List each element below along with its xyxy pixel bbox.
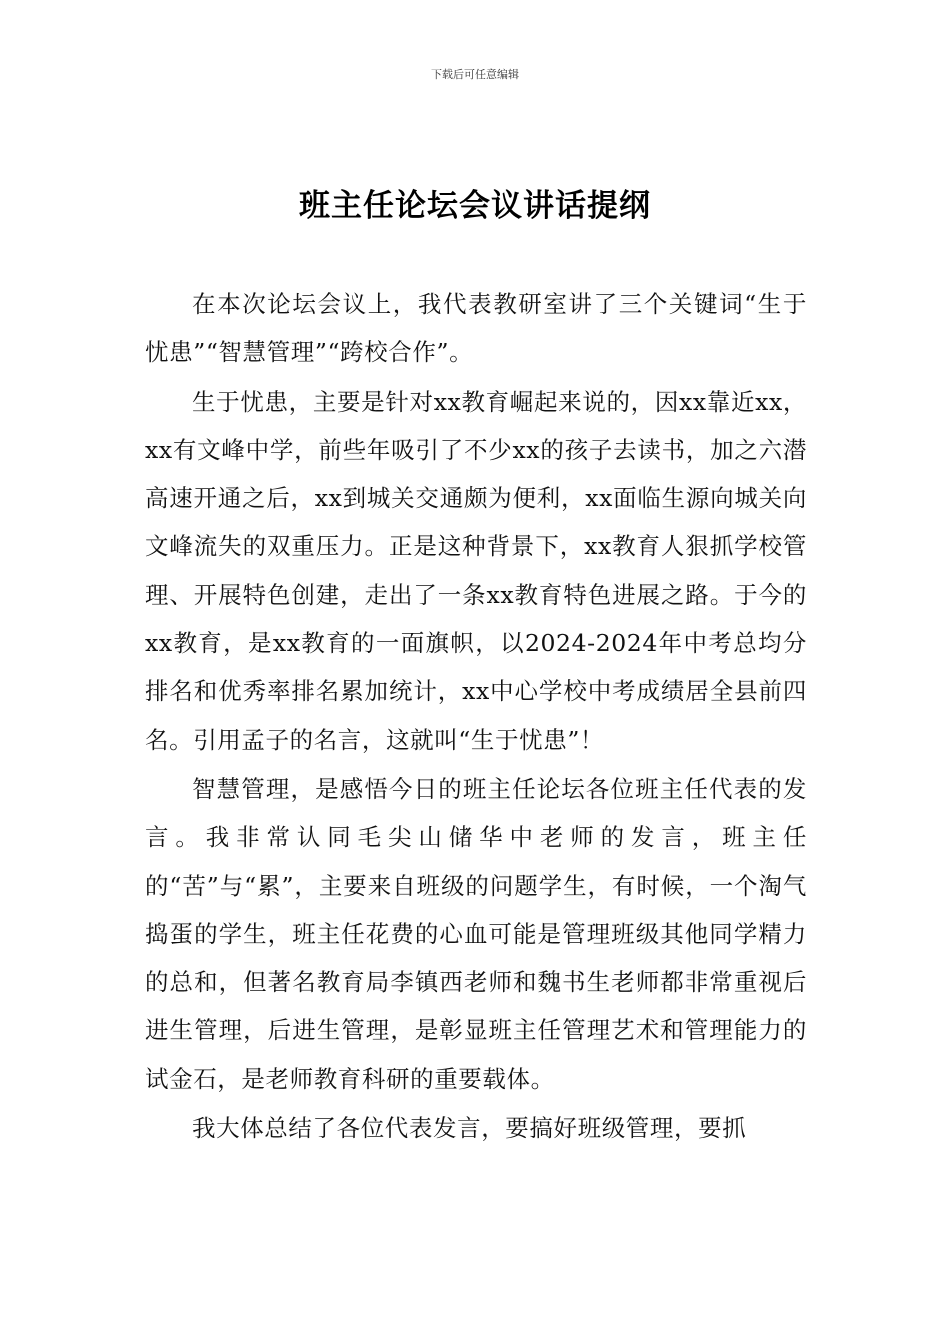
document-title: 班主任论坛会议讲话提纲 bbox=[299, 188, 651, 224]
paragraph-summary: 我大体总结了各位代表发言，要搞好班级管理，要抓 bbox=[192, 1114, 747, 1143]
paragraph-smart-management: 智慧管理，是感悟今日的班主任论坛各位班主任代表的发言。我非常认同毛尖山储华中老师的发言，班主任的“苦”与“累”，主要来自班级的问题学生，有时候，一个淘气捣蛋的学生，班主任花费的心血可能是管理班级其他同学精力的总和，但著名教育局李镇西老师和魏书生老师都非常重视后进生管理，后进生管理，是彰显班主任管理艺术和管理能力的试金石，是老师教育科研的重要载体。 bbox=[145, 774, 807, 1093]
document-body bbox=[145, 280, 807, 1153]
header-note: 下载后可任意编辑 bbox=[431, 68, 519, 81]
paragraph-keywords: 在本次论坛会议上，我代表教研室讲了三个关键词“生于忧患”“智慧管理”“跨校合作”。 bbox=[145, 290, 807, 367]
paragraph-born-in-adversity: 生于忧患，主要是针对xx教育崛起来说的，因xx靠近xx，xx有文峰中学，前些年吸引了不少xx的孩子去读书，加之六潜高速开通之后，xx到城关交通颇为便利，xx面临生源向城关向文峰流失的双重压力。正是这种背景下，xx教育人狠抓学校管理、开展特色创建，走出了一条xx教育特色进展之路。于今的xx教育，是xx教育的一面旗帜，以2024-2024年中考总均分排名和优秀率排名累加统计，xx中心学校中考成绩居全县前四名。引用孟子的名言，这就叫“生于忧患”！ bbox=[145, 387, 807, 754]
